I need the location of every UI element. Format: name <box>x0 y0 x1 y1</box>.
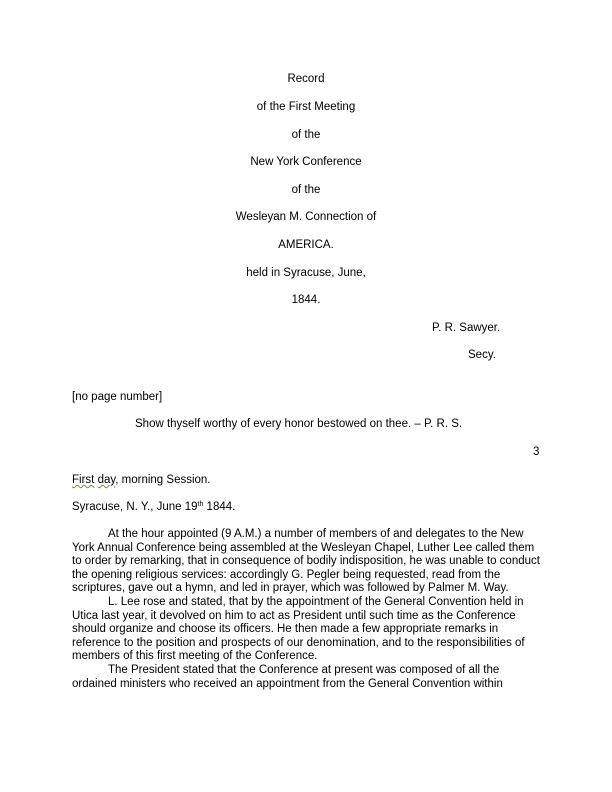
body-text <box>72 528 544 691</box>
title-line-year: 1844. <box>291 294 321 306</box>
session-heading <box>72 473 211 487</box>
signature-role: Secy. <box>468 349 496 361</box>
dateline-main: Syracuse, N. Y., June 19 <box>72 501 198 513</box>
title-line-america: AMERICA. <box>278 239 334 251</box>
epigraph: Show thyself worthy of every honor bestowed on thee. – P. R. S. <box>135 418 463 430</box>
page-number: 3 <box>533 446 540 458</box>
title-line-conference: New York Conference <box>250 156 362 168</box>
dateline-year: 1844. <box>203 501 236 513</box>
paragraph-president-address: L. Lee rose and stated, that by the appointment of the General Convention held in Utica last year, it devolved on him to act as President until such time as the Conference should organize and choose its officers. He then made a few appropriate remarks in reference to the position and prospects of our denomination, and to the responsibilities of members of this first meeting of the Conference. <box>72 595 525 663</box>
paragraph-opening: At the hour appointed (9 A.M.) a number of members of and delegates to the New York Annual Conference being assembled at the Wesleyan Chapel, Luther Lee called them to order by remarking, that in consequence of bodily indisposition, he was unable to conduct the opening religious services: accordingly G. Pegler being requested, read from the scriptures, gave out a hymn, and led in prayer, which was followed by Palmer M. Way. <box>72 528 540 595</box>
title-line-of-the-2: of the <box>291 184 321 196</box>
title-line-held-in: held in Syracuse, June, <box>246 267 366 279</box>
title-line-of-the: of the <box>291 129 321 141</box>
signature-name: P. R. Sawyer. <box>432 322 501 334</box>
session-heading-first: First <box>72 474 95 486</box>
paragraph-conference-composition: The President stated that the Conference at present was composed of all the ordained ministers who received an appointment from the General Convention within <box>72 663 503 690</box>
dateline-sup: th <box>197 501 204 508</box>
session-heading-day: day <box>97 474 116 486</box>
dateline <box>72 500 235 514</box>
title-line-record: Record <box>287 73 325 85</box>
title-line-first-meeting: of the First Meeting <box>256 101 356 113</box>
title-line-connection: Wesleyan M. Connection of <box>235 211 377 223</box>
session-heading-rest: , morning Session. <box>115 474 211 486</box>
editorial-note: [no page number] <box>72 391 163 403</box>
